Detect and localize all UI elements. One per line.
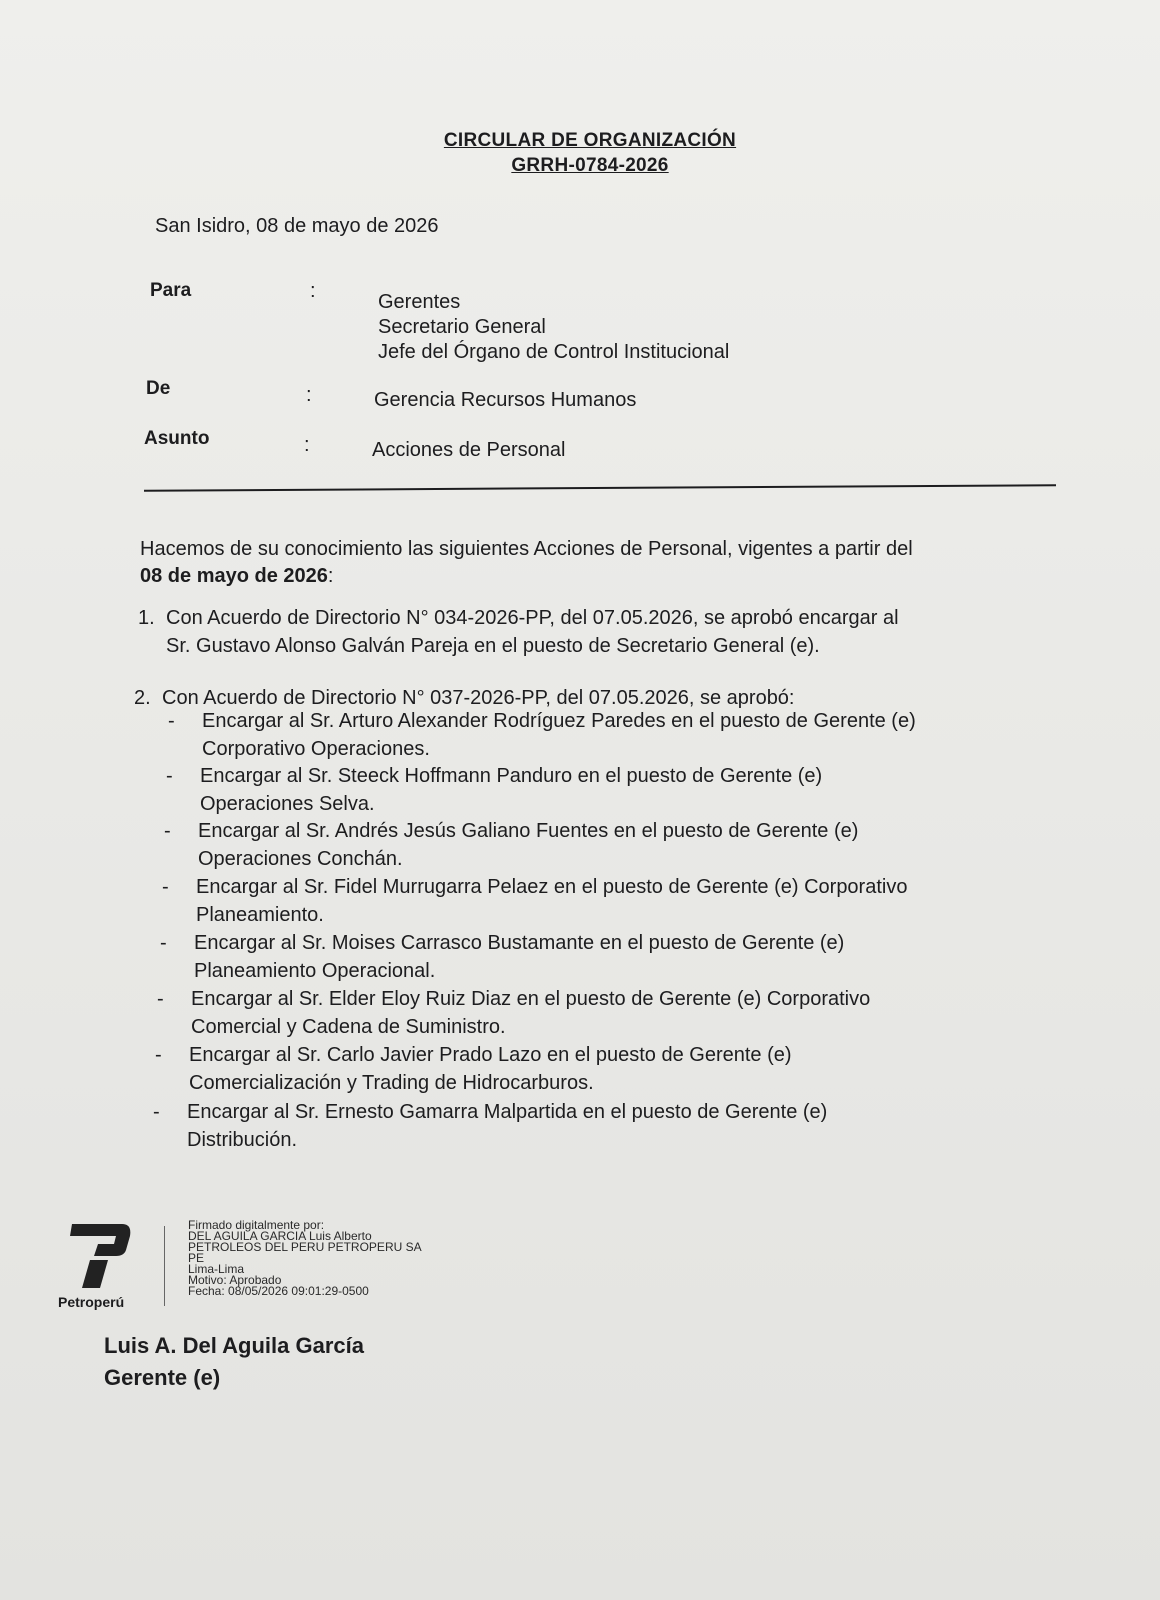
intro-text: Hacemos de su conocimiento las siguientes Acciones de Personal, vigentes a partir del bbox=[140, 538, 913, 560]
dash-bullet: - bbox=[166, 765, 173, 787]
sub-item-line1: Encargar al Sr. Moises Carrasco Bustamante en el puesto de Gerente (e) bbox=[194, 932, 845, 954]
de-value: Gerencia Recursos Humanos bbox=[374, 389, 637, 411]
dash-bullet: - bbox=[160, 932, 167, 954]
sub-item-line2: Distribución. bbox=[187, 1129, 298, 1151]
item-line: Con Acuerdo de Directorio N° 034-2026-PP, del 07.05.2026, se aprobó encargar al bbox=[166, 607, 899, 629]
sub-item-line2: Comercialización y Trading de Hidrocarburos. bbox=[189, 1072, 594, 1094]
header-divider bbox=[144, 484, 1056, 492]
title-code: GRRH-0784-2026 bbox=[511, 155, 669, 176]
sub-item-line2: Operaciones Selva. bbox=[200, 793, 375, 815]
dash-bullet: - bbox=[157, 988, 164, 1010]
dash-bullet: - bbox=[155, 1044, 162, 1066]
signature-divider bbox=[164, 1226, 165, 1306]
signature-line: DEL AGUILA GARCIA Luis Alberto bbox=[188, 1229, 372, 1243]
item-text bbox=[166, 604, 1076, 660]
sub-item-line1: Encargar al Sr. Elder Eloy Ruiz Diaz en el puesto de Gerente (e) Corporativo bbox=[191, 988, 871, 1010]
sub-item-line1: Encargar al Sr. Steeck Hoffmann Panduro en el puesto de Gerente (e) bbox=[200, 765, 823, 787]
para-label: Para bbox=[150, 280, 192, 301]
signer-block bbox=[104, 1330, 364, 1394]
digital-signature-block bbox=[188, 1220, 422, 1297]
asunto-value: Acciones de Personal bbox=[372, 439, 566, 461]
item-number: 2. bbox=[134, 687, 151, 709]
sub-item-line2: Planeamiento Operacional. bbox=[194, 960, 436, 982]
sub-item-line1: Encargar al Sr. Andrés Jesús Galiano Fuentes en el puesto de Gerente (e) bbox=[198, 820, 859, 842]
dash-bullet: - bbox=[153, 1101, 160, 1123]
document-title bbox=[0, 128, 1160, 178]
sub-item bbox=[160, 929, 1066, 985]
para-value: Secretario General bbox=[378, 316, 546, 338]
item-line: Sr. Gustavo Alonso Galván Pareja en el puesto de Secretario General (e). bbox=[166, 635, 820, 657]
sub-item bbox=[157, 985, 1071, 1041]
de-label: De bbox=[146, 378, 171, 399]
signer-role: Gerente (e) bbox=[104, 1365, 221, 1390]
sub-item bbox=[153, 1098, 1077, 1154]
para-value: Jefe del Órgano de Control Institucional bbox=[378, 341, 730, 363]
signature-line: Fecha: 08/05/2026 09:01:29-0500 bbox=[188, 1284, 369, 1298]
signature-line: Firmado digitalmente por: bbox=[188, 1218, 325, 1232]
sub-item-line2: Operaciones Conchán. bbox=[198, 848, 403, 870]
asunto-colon: : bbox=[304, 434, 310, 456]
sub-item-line1: Encargar al Sr. Carlo Javier Prado Lazo en el puesto de Gerente (e) bbox=[189, 1044, 792, 1066]
petroperu-logo-icon bbox=[58, 1222, 138, 1292]
para-values bbox=[378, 290, 729, 365]
signature-line: PE bbox=[188, 1251, 205, 1265]
intro-paragraph bbox=[140, 536, 1060, 590]
sub-item-line1: Encargar al Sr. Fidel Murrugarra Pelaez en el puesto de Gerente (e) Corporativo bbox=[196, 876, 908, 898]
place-date: San Isidro, 08 de mayo de 2026 bbox=[155, 215, 439, 237]
para-colon: : bbox=[310, 280, 316, 302]
sub-item bbox=[168, 707, 1078, 763]
para-value: Gerentes bbox=[378, 291, 461, 313]
sub-item bbox=[164, 817, 1060, 873]
sub-item-line2: Planeamiento. bbox=[196, 904, 324, 926]
logo-name: Petroperú bbox=[58, 1294, 125, 1310]
de-colon: : bbox=[306, 384, 312, 406]
sub-item-line2: Corporativo Operaciones. bbox=[202, 738, 430, 760]
sub-item-line1: Encargar al Sr. Arturo Alexander Rodríguez Paredes en el puesto de Gerente (e) bbox=[202, 710, 916, 732]
title-circular: CIRCULAR DE ORGANIZACIÓN bbox=[443, 130, 737, 151]
asunto-label: Asunto bbox=[144, 428, 210, 449]
sub-item bbox=[155, 1041, 1073, 1097]
item-number: 1. bbox=[138, 607, 155, 629]
intro-tail: : bbox=[327, 565, 334, 587]
signature-line: Lima-Lima bbox=[188, 1262, 245, 1276]
sub-item-line1: Encargar al Sr. Ernesto Gamarra Malpartida en el puesto de Gerente (e) bbox=[187, 1101, 828, 1123]
dash-bullet: - bbox=[164, 820, 171, 842]
sub-item bbox=[162, 873, 1064, 929]
sub-item-line2: Comercial y Cadena de Suministro. bbox=[191, 1016, 506, 1038]
signer-name: Luis A. Del Aguila García bbox=[104, 1333, 364, 1358]
dash-bullet: - bbox=[168, 710, 175, 732]
signature-line: Motivo: Aprobado bbox=[188, 1273, 282, 1287]
item-line: Con Acuerdo de Directorio N° 037-2026-PP, del 07.05.2026, se aprobó: bbox=[162, 687, 795, 709]
petroperu-logo bbox=[58, 1222, 158, 1310]
signature-line: PETROLEOS DEL PERU PETROPERU SA bbox=[188, 1240, 422, 1254]
dash-bullet: - bbox=[162, 876, 169, 898]
intro-date: 08 de mayo de 2026 bbox=[140, 565, 328, 587]
sub-item bbox=[166, 762, 1056, 818]
